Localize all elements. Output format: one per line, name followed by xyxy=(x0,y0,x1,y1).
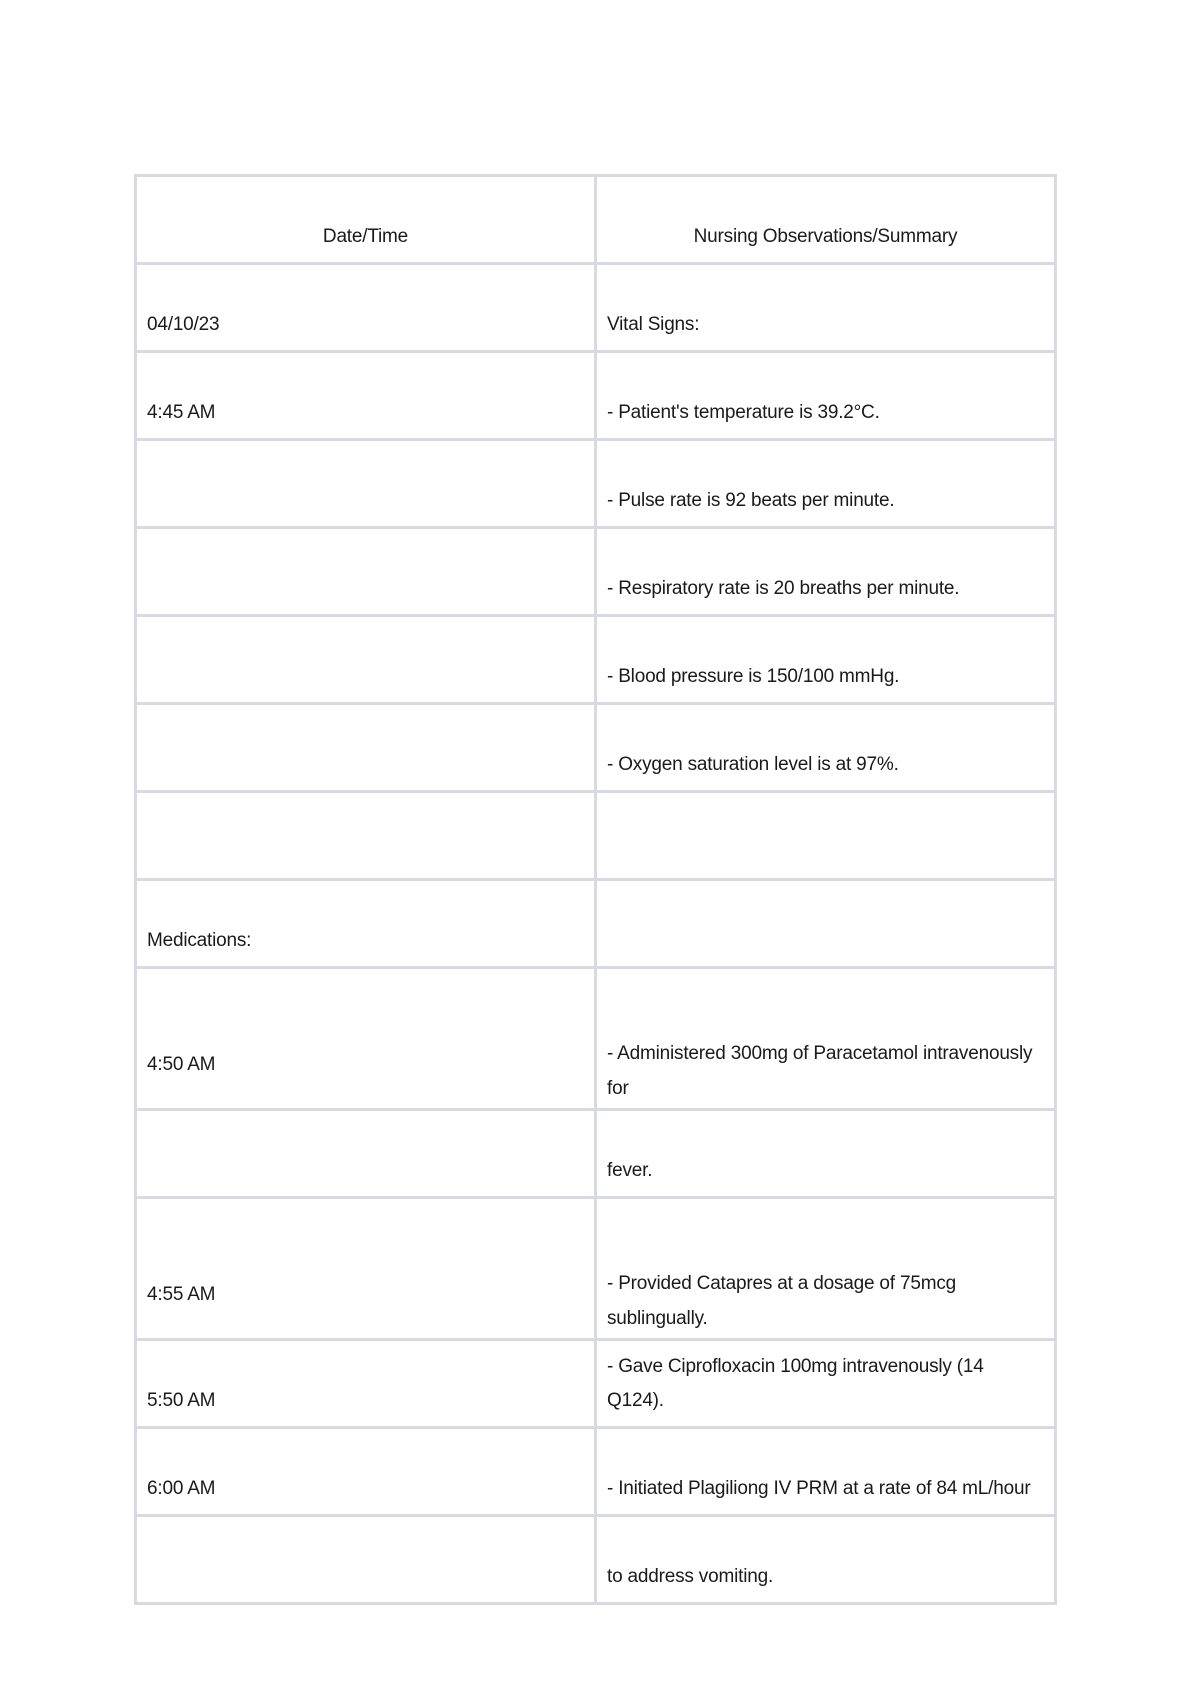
observation-cell: - Provided Catapres at a dosage of 75mcg sublingually. xyxy=(596,1198,1056,1340)
section-label-cell: Medications: xyxy=(136,880,596,968)
observation-cell: Vital Signs: xyxy=(596,264,1056,352)
observation-cell xyxy=(596,792,1056,880)
table-row xyxy=(136,1516,1056,1604)
date-time-cell xyxy=(136,1110,596,1198)
table-row xyxy=(136,1110,1056,1198)
date-time-cell: 6:00 AM xyxy=(136,1428,596,1516)
observation-cell: - Gave Ciprofloxacin 100mg intravenously (14 Q124). xyxy=(596,1340,1056,1428)
observation-cell xyxy=(596,880,1056,968)
date-time-cell xyxy=(136,528,596,616)
table-row xyxy=(136,440,1056,528)
table-row xyxy=(136,528,1056,616)
date-time-cell: 4:55 AM xyxy=(136,1198,596,1340)
header-date-time: Date/Time xyxy=(136,176,596,264)
date-time-cell xyxy=(136,1516,596,1604)
nursing-notes-table xyxy=(134,174,1057,1605)
table-row xyxy=(136,704,1056,792)
date-time-cell xyxy=(136,440,596,528)
table-row xyxy=(136,1198,1056,1340)
observation-cell: fever. xyxy=(596,1110,1056,1198)
observation-cell: - Blood pressure is 150/100 mmHg. xyxy=(596,616,1056,704)
observation-cell: - Respiratory rate is 20 breaths per minute. xyxy=(596,528,1056,616)
date-time-cell: 4:50 AM xyxy=(136,968,596,1110)
table-row xyxy=(136,352,1056,440)
observation-cell: - Administered 300mg of Paracetamol intravenously for xyxy=(596,968,1056,1110)
observation-cell: to address vomiting. xyxy=(596,1516,1056,1604)
table-row xyxy=(136,616,1056,704)
table-header-row xyxy=(136,176,1056,264)
table-row xyxy=(136,880,1056,968)
table-row xyxy=(136,264,1056,352)
table-row xyxy=(136,1428,1056,1516)
table-row xyxy=(136,792,1056,880)
observation-cell: - Oxygen saturation level is at 97%. xyxy=(596,704,1056,792)
observation-cell: - Pulse rate is 92 beats per minute. xyxy=(596,440,1056,528)
date-time-cell: 4:45 AM xyxy=(136,352,596,440)
observation-cell: - Patient's temperature is 39.2°C. xyxy=(596,352,1056,440)
date-time-cell xyxy=(136,616,596,704)
date-time-cell xyxy=(136,792,596,880)
date-time-cell xyxy=(136,704,596,792)
date-time-cell: 5:50 AM xyxy=(136,1340,596,1428)
header-nursing-observations: Nursing Observations/Summary xyxy=(596,176,1056,264)
date-time-cell: 04/10/23 xyxy=(136,264,596,352)
table-row xyxy=(136,1340,1056,1428)
table-row xyxy=(136,968,1056,1110)
observation-cell: - Initiated Plagiliong IV PRM at a rate of 84 mL/hour xyxy=(596,1428,1056,1516)
